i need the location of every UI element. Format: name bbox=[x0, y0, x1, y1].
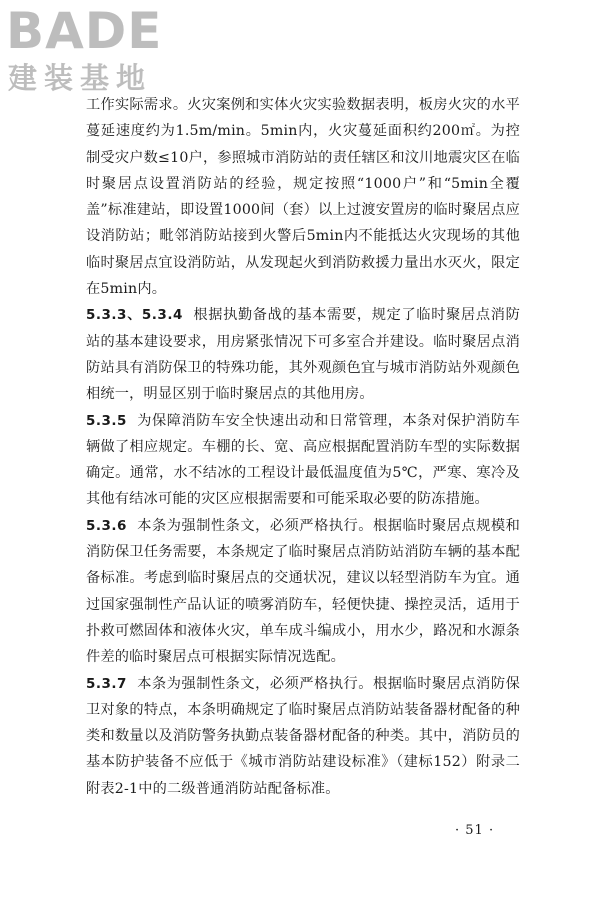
watermark-brand: BADE bbox=[6, 2, 163, 60]
clause-number: 5.3.5 bbox=[86, 412, 127, 429]
paragraph-continuation bbox=[86, 92, 520, 302]
paragraph-clause-5-3-6 bbox=[86, 513, 520, 671]
clause-number: 5.3.3、5.3.4 bbox=[86, 307, 183, 324]
clause-number: 5.3.6 bbox=[86, 517, 127, 534]
watermark-subtitle: 建装基地 bbox=[8, 61, 153, 95]
bade-watermark-logo bbox=[6, 4, 176, 96]
document-body bbox=[86, 92, 520, 802]
paragraph-text: 本条为强制性条文，必须严格执行。根据临时聚居点规模和消防保卫任务需要，本条规定了临时聚居点消防站消防车辆的基本配备标准。考虑到临时聚居点的交通状况，建议以轻型消防车为宜。通过国家强制性产品认证的喷雾消防车，轻便快捷、操控灵活，适用于扑救可燃固体和液体火灾，单车成斗编成小，用水少，路况和水源条件差的临时聚居点可根据实际情况选配。 bbox=[86, 517, 520, 666]
page-number: · 51 · bbox=[455, 823, 495, 838]
paragraph-text: 本条为强制性条文，必须严格执行。根据临时聚居点消防保卫对象的特点，本条明确规定了临时聚居点消防站装备器材配备的种类和数量以及消防警务执勤点装备器材配备的种类。其中，消防员的基本防护装备不应低于《城市消防站建设标准》（建标152）附录二附表2-1中的二级普通消防站配备标准。 bbox=[86, 675, 520, 797]
paragraph-clause-5-3-7 bbox=[86, 671, 520, 802]
paragraph-text: 根据执勤备战的基本需要，规定了临时聚居点消防站的基本建设要求，用房紧张情况下可多室合并建设。临时聚居点消防站具有消防保卫的特殊功能，其外观颜色宜与城市消防站外观颜色相统一，明显区别于临时聚居点的其他用房。 bbox=[86, 307, 520, 403]
paragraph-text: 为保障消防车安全快速出动和日常管理，本条对保护消防车辆做了相应规定。车棚的长、宽、高应根据配置消防车型的实际数据确定。通常，水不结冰的工程设计最低温度值为5℃，严寒、寒冷及其他有结冰可能的灾区应根据需要和可能采取必要的防冻措施。 bbox=[86, 412, 520, 508]
paragraph-clause-5-3-5 bbox=[86, 408, 520, 513]
paragraph-clause-5-3-3 bbox=[86, 302, 520, 407]
clause-number: 5.3.7 bbox=[86, 675, 127, 692]
paragraph-text: 工作实际需求。火灾案例和实体火灾实验数据表明，板房火灾的水平蔓延速度约为1.5m/min。5min内，火灾蔓延面积约200㎡。为控制受灾户数≤10户，参照城市消防站的责任辖区和汶川地震灾区在临时聚居点设置消防站的经验，规定按照“1000户”和“5min全覆盖”标准建站，即设置1000间（套）以上过渡安置房的临时聚居点应设消防站；毗邻消防站接到火警后5min内不能抵达火灾现场的其他临时聚居点宜设消防站，从发现起火到消防救援力量出水灭火，限定在5min内。 bbox=[86, 97, 520, 298]
